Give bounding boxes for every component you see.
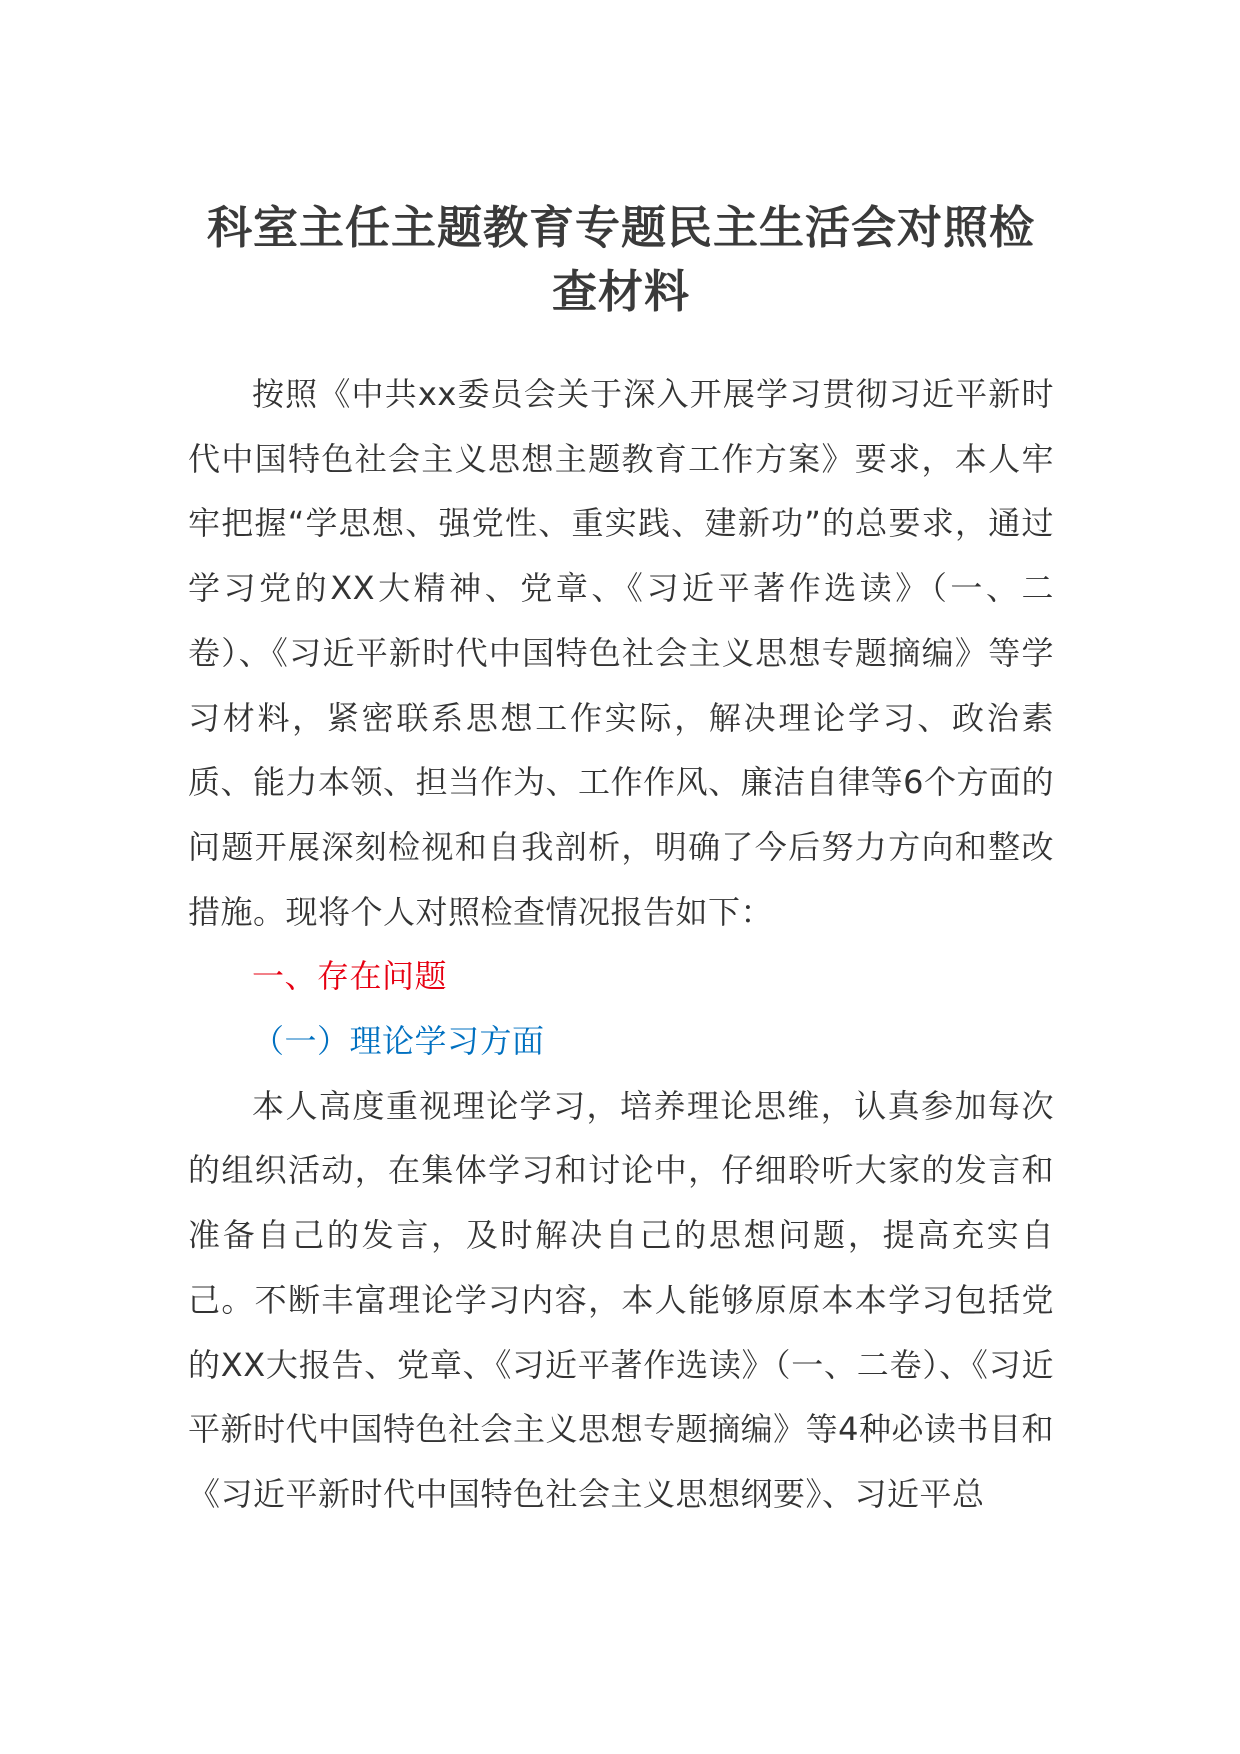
document-body [188,362,1054,1527]
document-page [188,196,1054,1527]
subsection-heading-theory-study: （一）理论学习方面 [252,1022,545,1061]
section-heading-problems: 一、存在问题 [252,957,448,996]
intro-paragraph: 按照《中共xx委员会关于深入开展学习贯彻习近平新时代中国特色社会主义思想主题教育工作方案》要求，本人牢牢把握“学思想、强党性、重实践、建新功”的总要求，通过学习党的XX大精神、党章、《习近平著作选读》（一、二卷）、《习近平新时代中国特色社会主义思想专题摘编》等学习材料，紧密联系思想工作实际，解决理论学习、政治素质、能力本领、担当作为、工作作风、廉洁自律等6个方面的问题开展深刻检视和自我剖析，明确了今后努力方向和整改措施。现将个人对照检查情况报告如下： [188,375,1054,931]
theory-study-paragraph: 本人高度重视理论学习，培养理论思维，认真参加每次的组织活动，在集体学习和讨论中，仔细聆听大家的发言和准备自己的发言，及时解决自己的思想问题，提高充实自己。不断丰富理论学习内容，本人能够原原本本学习包括党的XX大报告、党章、《习近平著作选读》（一、二卷）、《习近平新时代中国特色社会主义思想专题摘编》等4种必读书目和《习近平新时代中国特色社会主义思想纲要》、习近平总 [188,1086,1054,1513]
document-title: 科室主任主题教育专题民主生活会对照检查材料 [206,201,1035,318]
